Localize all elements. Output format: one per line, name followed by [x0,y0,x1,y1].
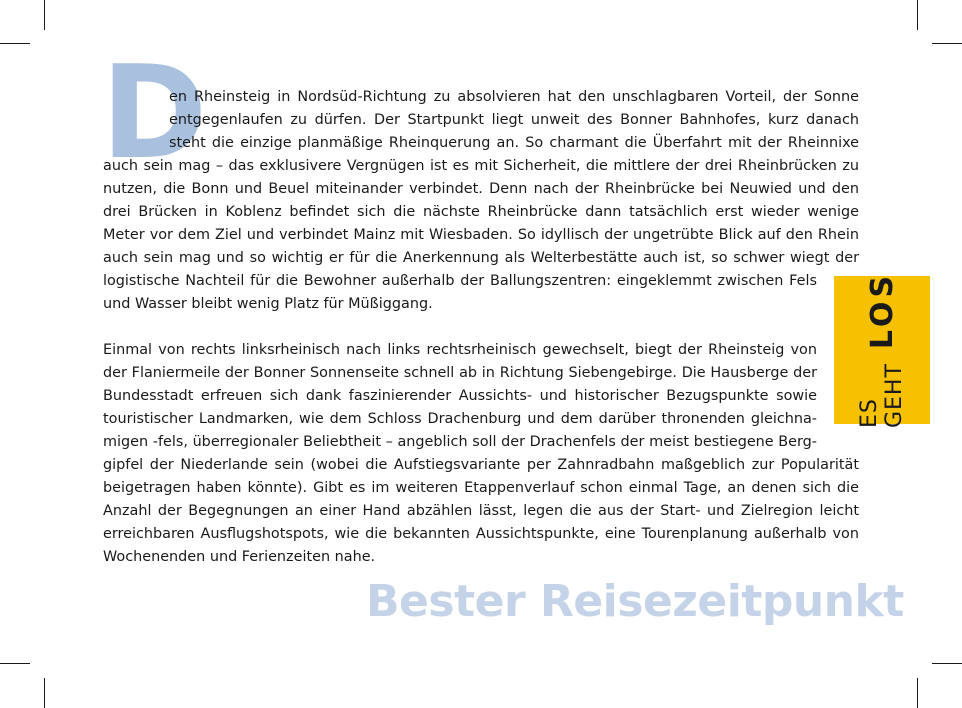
text-line: touristischer Landmarken, wie dem Schloss Drachenburg und dem darüber thronenden gleichna- [103,411,817,427]
section-heading: Bester Reisezeitpunkt [366,576,904,627]
crop-mark [917,678,918,708]
text-line: Wochenenden und Ferienzeiten nahe. [103,549,376,565]
los-text: LOS [864,271,900,350]
paragraph-2 [103,339,859,569]
text-line: drei Brücken in Koblenz befindet sich die nächste Rheinbrücke dann tatsächlich erst wieder wenige [103,204,859,220]
crop-mark [44,0,45,30]
text-line: entgegenlaufen zu dürfen. Der Startpunkt liegt unweit des Bonner Bahnhofes, kurz danach [169,112,859,128]
crop-mark [932,43,962,44]
text-line: gipfel der Niederlande sein (wobei die Aufstiegsvariante per Zahnradbahn maßgeblich zur Popularität [103,457,859,473]
text-line: en Rheinsteig in Nordsüd-Richtung zu absolvieren hat den unschlagbaren Vorteil, der Sonne [169,89,859,105]
crop-mark [0,663,30,664]
text-line: auch sein mag – das exklusivere Vergnügen ist es mit Sicherheit, die mittlere der drei Rheinbrücken zu [103,158,859,174]
crop-mark [44,678,45,708]
text-line: und Wasser bleibt wenig Platz für Müßiggang. [103,296,433,312]
text-line: logistische Nachteil für die Bewohner außerhalb der Ballungszentren: eingeklemmt zwischen Fels [103,273,817,289]
text-line: nutzen, die Bonn und Beuel miteinander verbindet. Denn nach der Rheinbrücke bei Neuwied und den [103,181,859,197]
paragraph-1 [103,86,859,316]
text-line: Bundesstadt erfreuen sich dank faszinierender Aussichts- und historischer Bezugspunkte sowie [103,388,817,404]
text-line: steht die einzige planmäßige Rheinquerung an. So charmant die Überfahrt mit der Rheinnixe [169,135,859,151]
text-line: Einmal von rechts linksrheinisch nach links rechtsrheinisch gewechselt, biegt der Rheinsteig von [103,342,817,358]
crop-mark [932,663,962,664]
text-line: beigetragen haben könnte). Gibt es im weiteren Etappenverlauf schon einmal Tage, an denen sich die [103,480,859,496]
text-line: auch sein mag und so wichtig er für die Anerkennung als Welterbestätte auch ist, so schwer wiegt der [103,250,859,266]
es-geht-los-box [834,271,930,429]
text-line: Anzahl der Begegnungen an einer Hand abzählen lässt, legen die aus der Start- und Zielregion leicht [103,503,859,519]
es-geht-text: ES GEHT [857,363,907,429]
text-line: Meter vor dem Ziel und verbindet Mainz mit Wiesbaden. So idyllisch der ungetrübte Blick auf den Rhein [103,227,859,243]
crop-mark [0,43,30,44]
text-line: migen -fels, überregionaler Beliebtheit – angeblich soll der Drachenfels der meist bestiegene Berg- [103,434,817,450]
drop-cap: D [101,39,206,188]
crop-mark [917,0,918,30]
es-geht-los-label [834,271,930,429]
text-line: der Flaniermeile der Bonner Sonnenseite schnell ab in Richtung Siebengebirge. Die Hausberge der [103,365,817,381]
text-line: erreichbaren Ausflugshotspots, wie die bekannten Aussichtspunkte, eine Tourenplanung außerhalb von [103,526,859,542]
